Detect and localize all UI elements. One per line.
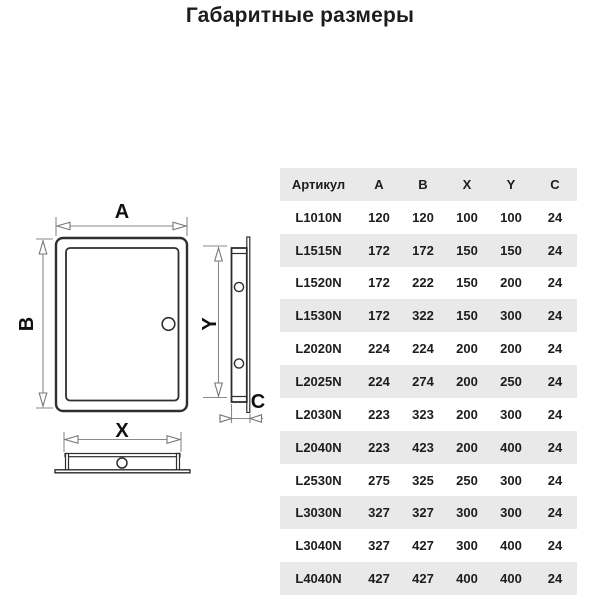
cell-y: 200 xyxy=(500,275,522,291)
table-row xyxy=(280,529,577,562)
arrowhead-up-icon xyxy=(39,241,47,254)
col-header-c: C xyxy=(550,176,560,192)
cell-artikul: L2530N xyxy=(295,472,342,488)
arrowhead-left-icon xyxy=(57,222,70,230)
side-body xyxy=(232,248,247,402)
table-body xyxy=(280,201,577,595)
cell-artikul: L1515N xyxy=(295,242,342,258)
cell-b: 322 xyxy=(412,308,434,324)
table-row xyxy=(280,398,577,431)
dim-label-y: Y xyxy=(199,317,221,331)
dim-label-b: B xyxy=(16,316,38,332)
cell-y: 400 xyxy=(500,439,522,455)
arrowhead-down-icon xyxy=(215,383,223,396)
cell-a: 224 xyxy=(368,373,390,389)
cell-a: 427 xyxy=(368,571,390,587)
cell-b: 427 xyxy=(412,571,434,587)
cell-a: 223 xyxy=(368,406,390,422)
arrowhead-down-icon xyxy=(39,393,47,406)
cell-y: 300 xyxy=(500,472,522,488)
side-hole-top xyxy=(234,282,243,291)
arrowhead-left-icon xyxy=(250,415,262,422)
cell-x: 200 xyxy=(456,341,478,357)
cell-a: 327 xyxy=(368,538,390,554)
cell-x: 250 xyxy=(456,472,478,488)
cell-artikul: L1520N xyxy=(295,275,342,291)
page-title: Габаритные размеры xyxy=(185,4,415,27)
cell-x: 200 xyxy=(456,373,478,389)
cell-y: 250 xyxy=(500,373,522,389)
cell-b: 274 xyxy=(412,373,434,389)
bottom-handle-hole xyxy=(117,458,127,468)
cell-a: 172 xyxy=(368,242,390,258)
cell-y: 400 xyxy=(500,571,522,587)
col-header-a: A xyxy=(374,176,384,192)
bottom-flange-plate xyxy=(55,470,190,473)
cell-artikul: L2020N xyxy=(295,341,342,357)
cell-a: 224 xyxy=(368,341,390,357)
col-header-b: B xyxy=(418,176,428,192)
table-header-row xyxy=(280,168,577,201)
cell-c: 24 xyxy=(547,308,563,324)
cell-a: 327 xyxy=(368,505,390,521)
cell-b: 224 xyxy=(412,341,434,357)
cell-c: 24 xyxy=(547,209,563,225)
cell-b: 323 xyxy=(412,406,434,422)
cell-x: 300 xyxy=(456,505,478,521)
bottom-left-post xyxy=(66,454,69,471)
cell-a: 172 xyxy=(368,275,390,291)
cell-x: 200 xyxy=(456,406,478,422)
cell-y: 300 xyxy=(500,406,522,422)
cell-c: 24 xyxy=(547,472,563,488)
arrowhead-up-icon xyxy=(215,248,223,261)
cell-x: 150 xyxy=(456,242,478,258)
table-row xyxy=(280,464,577,497)
cell-artikul: L3030N xyxy=(295,505,342,521)
col-header-artikul: Артикул xyxy=(291,176,346,192)
cell-artikul: L2025N xyxy=(295,373,342,389)
dimension-b xyxy=(36,239,53,408)
cell-b: 325 xyxy=(412,472,434,488)
cell-c: 24 xyxy=(547,439,563,455)
cell-artikul: L1010N xyxy=(295,209,342,225)
cell-c: 24 xyxy=(547,373,563,389)
cell-a: 172 xyxy=(368,308,390,324)
cell-c: 24 xyxy=(547,505,563,521)
arrowhead-right-icon xyxy=(167,436,180,444)
cell-b: 222 xyxy=(412,275,434,291)
bottom-view xyxy=(55,454,190,473)
cell-artikul: L2030N xyxy=(295,406,342,422)
panel-handle-hole xyxy=(162,318,175,331)
cell-y: 200 xyxy=(500,341,522,357)
cell-c: 24 xyxy=(547,406,563,422)
table-row xyxy=(280,201,577,234)
cell-b: 427 xyxy=(412,538,434,554)
cell-x: 100 xyxy=(456,209,478,225)
arrowhead-right-icon xyxy=(220,415,232,422)
dim-label-a: A xyxy=(114,201,130,223)
cell-y: 100 xyxy=(500,209,522,225)
bottom-panel-edge xyxy=(65,454,180,457)
dim-label-c: C xyxy=(250,391,266,413)
cell-b: 423 xyxy=(412,439,434,455)
cell-artikul: L1530N xyxy=(295,308,342,324)
cell-y: 400 xyxy=(500,538,522,554)
table-row xyxy=(280,431,577,464)
cell-a: 223 xyxy=(368,439,390,455)
cell-c: 24 xyxy=(547,242,563,258)
dimensions-table xyxy=(280,168,577,595)
cell-a: 275 xyxy=(368,472,390,488)
table-row xyxy=(280,299,577,332)
bottom-right-post xyxy=(177,454,180,471)
cell-c: 24 xyxy=(547,275,563,291)
front-view xyxy=(56,238,187,411)
cell-artikul: L4040N xyxy=(295,571,342,587)
cell-x: 400 xyxy=(456,571,478,587)
table-row xyxy=(280,267,577,300)
cell-y: 300 xyxy=(500,505,522,521)
cell-a: 120 xyxy=(368,209,390,225)
arrowhead-left-icon xyxy=(65,436,78,444)
dim-label-x: X xyxy=(115,420,129,442)
cell-c: 24 xyxy=(547,341,563,357)
dimension-drawing xyxy=(0,190,280,500)
cell-y: 150 xyxy=(500,242,522,258)
cell-y: 300 xyxy=(500,308,522,324)
cell-x: 200 xyxy=(456,439,478,455)
table-row xyxy=(280,332,577,365)
side-hole-bottom xyxy=(234,359,243,368)
side-view xyxy=(232,237,250,413)
cell-b: 172 xyxy=(412,242,434,258)
cell-b: 327 xyxy=(412,505,434,521)
col-header-x: X xyxy=(462,176,472,192)
cell-x: 150 xyxy=(456,275,478,291)
cell-c: 24 xyxy=(547,538,563,554)
arrowhead-right-icon xyxy=(173,222,186,230)
table-row xyxy=(280,496,577,529)
col-header-y: Y xyxy=(506,176,516,192)
cell-artikul: L2040N xyxy=(295,439,342,455)
cell-x: 300 xyxy=(456,538,478,554)
cell-x: 150 xyxy=(456,308,478,324)
table-row xyxy=(280,365,577,398)
cell-artikul: L3040N xyxy=(295,538,342,554)
table-row xyxy=(280,562,577,595)
cell-c: 24 xyxy=(547,571,563,587)
cell-b: 120 xyxy=(412,209,434,225)
table-row xyxy=(280,234,577,267)
